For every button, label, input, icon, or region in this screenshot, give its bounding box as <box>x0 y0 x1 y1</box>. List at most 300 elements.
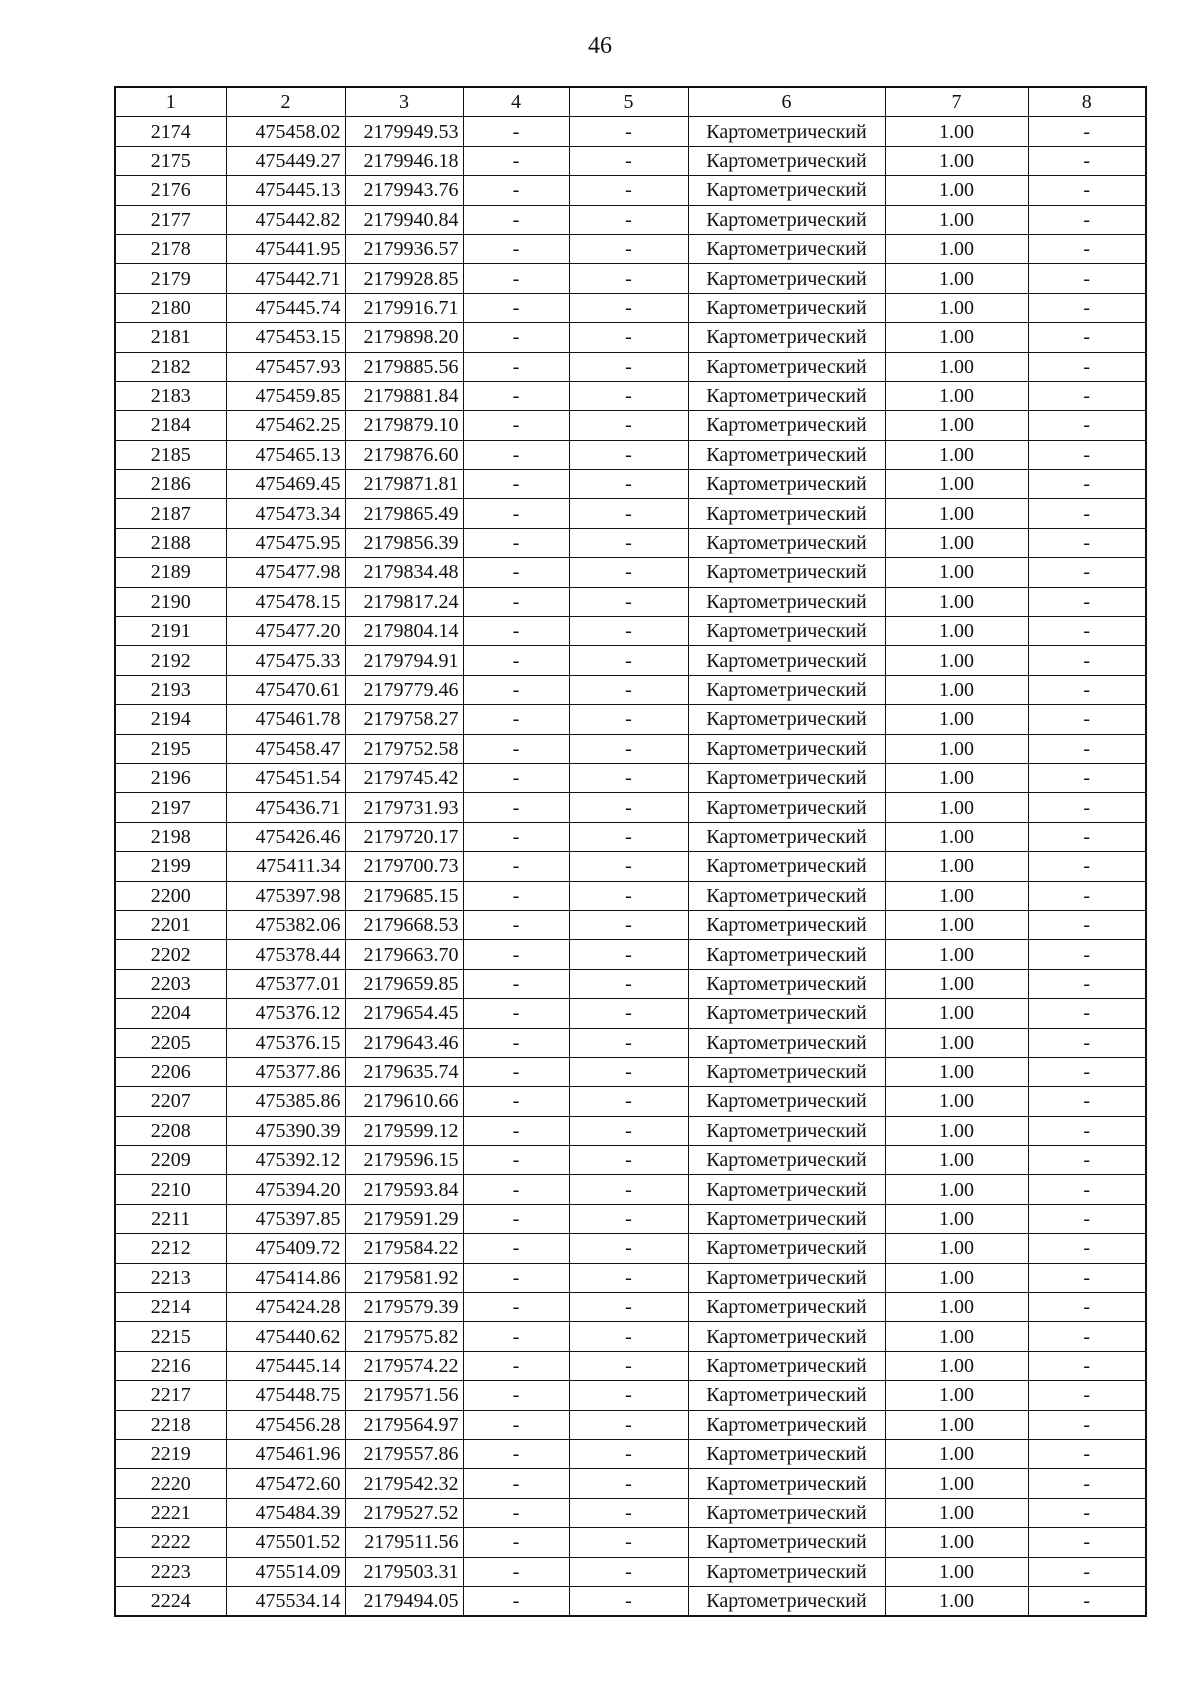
coord-y-cell: 2179946.18 <box>345 146 463 175</box>
point-number-cell: 2190 <box>115 587 226 616</box>
accuracy-cell: 1.00 <box>885 1498 1028 1527</box>
coord-y-cell: 2179720.17 <box>345 822 463 851</box>
coord-x-cell: 475475.95 <box>226 528 345 557</box>
point-number-cell: 2176 <box>115 176 226 205</box>
method-cell: Картометрический <box>688 852 885 881</box>
coord-y-cell: 2179865.49 <box>345 499 463 528</box>
accuracy-cell: 1.00 <box>885 1087 1028 1116</box>
col-5-cell: - <box>569 1351 688 1380</box>
coord-x-cell: 475477.20 <box>226 617 345 646</box>
method-cell: Картометрический <box>688 528 885 557</box>
coord-y-cell: 2179579.39 <box>345 1293 463 1322</box>
col-4-cell: - <box>463 1057 569 1086</box>
coord-y-cell: 2179885.56 <box>345 352 463 381</box>
col-5-cell: - <box>569 470 688 499</box>
accuracy-cell: 1.00 <box>885 705 1028 734</box>
col-4-cell: - <box>463 323 569 352</box>
col-8-cell: - <box>1028 1410 1146 1439</box>
table-row <box>115 999 1146 1028</box>
coord-x-cell: 475376.15 <box>226 1028 345 1057</box>
col-4-cell: - <box>463 940 569 969</box>
col-4-cell: - <box>463 763 569 792</box>
col-8-cell: - <box>1028 176 1146 205</box>
col-4-cell: - <box>463 1351 569 1380</box>
coord-x-cell: 475414.86 <box>226 1263 345 1292</box>
table-row <box>115 499 1146 528</box>
col-8-cell: - <box>1028 352 1146 381</box>
accuracy-cell: 1.00 <box>885 1116 1028 1145</box>
method-cell: Картометрический <box>688 1204 885 1233</box>
coord-y-cell: 2179610.66 <box>345 1087 463 1116</box>
point-number-cell: 2195 <box>115 734 226 763</box>
method-cell: Картометрический <box>688 1439 885 1468</box>
coord-x-cell: 475385.86 <box>226 1087 345 1116</box>
col-4-cell: - <box>463 1498 569 1527</box>
accuracy-cell: 1.00 <box>885 1322 1028 1351</box>
coord-y-cell: 2179542.32 <box>345 1469 463 1498</box>
column-header-5: 5 <box>569 87 688 117</box>
col-8-cell: - <box>1028 1469 1146 1498</box>
table-row <box>115 763 1146 792</box>
col-8-cell: - <box>1028 793 1146 822</box>
col-5-cell: - <box>569 117 688 146</box>
point-number-cell: 2194 <box>115 705 226 734</box>
col-8-cell: - <box>1028 499 1146 528</box>
method-cell: Картометрический <box>688 558 885 587</box>
table-row <box>115 940 1146 969</box>
coord-x-cell: 475377.86 <box>226 1057 345 1086</box>
col-4-cell: - <box>463 881 569 910</box>
method-cell: Картометрический <box>688 1381 885 1410</box>
method-cell: Картометрический <box>688 1469 885 1498</box>
coord-x-cell: 475448.75 <box>226 1381 345 1410</box>
point-number-cell: 2189 <box>115 558 226 587</box>
col-4-cell: - <box>463 293 569 322</box>
accuracy-cell: 1.00 <box>885 381 1028 410</box>
col-4-cell: - <box>463 1263 569 1292</box>
coord-x-cell: 475441.95 <box>226 234 345 263</box>
accuracy-cell: 1.00 <box>885 264 1028 293</box>
col-4-cell: - <box>463 1234 569 1263</box>
coord-y-cell: 2179916.71 <box>345 293 463 322</box>
method-cell: Картометрический <box>688 1528 885 1557</box>
table-row <box>115 264 1146 293</box>
col-5-cell: - <box>569 1204 688 1233</box>
coord-x-cell: 475440.62 <box>226 1322 345 1351</box>
point-number-cell: 2211 <box>115 1204 226 1233</box>
coord-y-cell: 2179834.48 <box>345 558 463 587</box>
coord-y-cell: 2179817.24 <box>345 587 463 616</box>
method-cell: Картометрический <box>688 763 885 792</box>
method-cell: Картометрический <box>688 176 885 205</box>
column-header-2: 2 <box>226 87 345 117</box>
coord-y-cell: 2179663.70 <box>345 940 463 969</box>
method-cell: Картометрический <box>688 352 885 381</box>
method-cell: Картометрический <box>688 822 885 851</box>
point-number-cell: 2193 <box>115 675 226 704</box>
col-4-cell: - <box>463 1293 569 1322</box>
method-cell: Картометрический <box>688 1146 885 1175</box>
accuracy-cell: 1.00 <box>885 1175 1028 1204</box>
col-8-cell: - <box>1028 1234 1146 1263</box>
col-5-cell: - <box>569 1528 688 1557</box>
accuracy-cell: 1.00 <box>885 763 1028 792</box>
coord-y-cell: 2179928.85 <box>345 264 463 293</box>
col-5-cell: - <box>569 411 688 440</box>
point-number-cell: 2186 <box>115 470 226 499</box>
point-number-cell: 2197 <box>115 793 226 822</box>
col-5-cell: - <box>569 1557 688 1586</box>
accuracy-cell: 1.00 <box>885 646 1028 675</box>
method-cell: Картометрический <box>688 381 885 410</box>
point-number-cell: 2218 <box>115 1410 226 1439</box>
method-cell: Картометрический <box>688 1263 885 1292</box>
coord-y-cell: 2179668.53 <box>345 910 463 939</box>
accuracy-cell: 1.00 <box>885 675 1028 704</box>
coord-x-cell: 475382.06 <box>226 910 345 939</box>
col-8-cell: - <box>1028 293 1146 322</box>
col-4-cell: - <box>463 646 569 675</box>
col-4-cell: - <box>463 1028 569 1057</box>
method-cell: Картометрический <box>688 1293 885 1322</box>
method-cell: Картометрический <box>688 1087 885 1116</box>
coord-x-cell: 475451.54 <box>226 763 345 792</box>
point-number-cell: 2182 <box>115 352 226 381</box>
table-row <box>115 470 1146 499</box>
method-cell: Картометрический <box>688 587 885 616</box>
col-5-cell: - <box>569 1469 688 1498</box>
table-row <box>115 323 1146 352</box>
col-8-cell: - <box>1028 822 1146 851</box>
col-5-cell: - <box>569 675 688 704</box>
col-5-cell: - <box>569 381 688 410</box>
coord-y-cell: 2179564.97 <box>345 1410 463 1439</box>
point-number-cell: 2204 <box>115 999 226 1028</box>
coord-x-cell: 475473.34 <box>226 499 345 528</box>
coord-y-cell: 2179876.60 <box>345 440 463 469</box>
column-header-8: 8 <box>1028 87 1146 117</box>
method-cell: Картометрический <box>688 940 885 969</box>
method-cell: Картометрический <box>688 1116 885 1145</box>
col-5-cell: - <box>569 646 688 675</box>
column-header-6: 6 <box>688 87 885 117</box>
method-cell: Картометрический <box>688 323 885 352</box>
col-8-cell: - <box>1028 1528 1146 1557</box>
coord-y-cell: 2179643.46 <box>345 1028 463 1057</box>
col-4-cell: - <box>463 499 569 528</box>
col-8-cell: - <box>1028 969 1146 998</box>
table-row <box>115 205 1146 234</box>
col-4-cell: - <box>463 1116 569 1145</box>
method-cell: Картометрический <box>688 617 885 646</box>
accuracy-cell: 1.00 <box>885 881 1028 910</box>
col-8-cell: - <box>1028 587 1146 616</box>
coord-x-cell: 475470.61 <box>226 675 345 704</box>
accuracy-cell: 1.00 <box>885 558 1028 587</box>
col-5-cell: - <box>569 323 688 352</box>
col-5-cell: - <box>569 910 688 939</box>
coord-y-cell: 2179779.46 <box>345 675 463 704</box>
table-row <box>115 411 1146 440</box>
accuracy-cell: 1.00 <box>885 1146 1028 1175</box>
table-row <box>115 646 1146 675</box>
method-cell: Картометрический <box>688 999 885 1028</box>
col-5-cell: - <box>569 940 688 969</box>
accuracy-cell: 1.00 <box>885 352 1028 381</box>
accuracy-cell: 1.00 <box>885 1439 1028 1468</box>
method-cell: Картометрический <box>688 117 885 146</box>
col-8-cell: - <box>1028 1351 1146 1380</box>
table-row <box>115 1204 1146 1233</box>
coord-x-cell: 475376.12 <box>226 999 345 1028</box>
point-number-cell: 2191 <box>115 617 226 646</box>
col-4-cell: - <box>463 381 569 410</box>
accuracy-cell: 1.00 <box>885 1234 1028 1263</box>
method-cell: Картометрический <box>688 1057 885 1086</box>
table-row <box>115 293 1146 322</box>
col-5-cell: - <box>569 822 688 851</box>
coord-x-cell: 475475.33 <box>226 646 345 675</box>
point-number-cell: 2183 <box>115 381 226 410</box>
coord-y-cell: 2179593.84 <box>345 1175 463 1204</box>
table-row <box>115 1028 1146 1057</box>
point-number-cell: 2210 <box>115 1175 226 1204</box>
accuracy-cell: 1.00 <box>885 234 1028 263</box>
coord-x-cell: 475397.85 <box>226 1204 345 1233</box>
col-4-cell: - <box>463 822 569 851</box>
point-number-cell: 2208 <box>115 1116 226 1145</box>
column-header-3: 3 <box>345 87 463 117</box>
col-5-cell: - <box>569 558 688 587</box>
method-cell: Картометрический <box>688 499 885 528</box>
coord-y-cell: 2179659.85 <box>345 969 463 998</box>
col-5-cell: - <box>569 1263 688 1292</box>
method-cell: Картометрический <box>688 1234 885 1263</box>
col-5-cell: - <box>569 352 688 381</box>
col-4-cell: - <box>463 1586 569 1616</box>
col-5-cell: - <box>569 793 688 822</box>
col-8-cell: - <box>1028 1557 1146 1586</box>
col-4-cell: - <box>463 205 569 234</box>
table-row <box>115 1175 1146 1204</box>
accuracy-cell: 1.00 <box>885 969 1028 998</box>
point-number-cell: 2224 <box>115 1586 226 1616</box>
col-5-cell: - <box>569 1028 688 1057</box>
accuracy-cell: 1.00 <box>885 734 1028 763</box>
coord-x-cell: 475397.98 <box>226 881 345 910</box>
coord-x-cell: 475501.52 <box>226 1528 345 1557</box>
col-4-cell: - <box>463 999 569 1028</box>
method-cell: Картометрический <box>688 264 885 293</box>
col-4-cell: - <box>463 558 569 587</box>
point-number-cell: 2220 <box>115 1469 226 1498</box>
coord-x-cell: 475411.34 <box>226 852 345 881</box>
col-8-cell: - <box>1028 705 1146 734</box>
col-8-cell: - <box>1028 734 1146 763</box>
accuracy-cell: 1.00 <box>885 1263 1028 1292</box>
point-number-cell: 2180 <box>115 293 226 322</box>
table-row <box>115 1146 1146 1175</box>
accuracy-cell: 1.00 <box>885 822 1028 851</box>
col-8-cell: - <box>1028 1322 1146 1351</box>
col-5-cell: - <box>569 705 688 734</box>
table-row <box>115 381 1146 410</box>
accuracy-cell: 1.00 <box>885 852 1028 881</box>
col-5-cell: - <box>569 617 688 646</box>
accuracy-cell: 1.00 <box>885 499 1028 528</box>
table-row <box>115 1116 1146 1145</box>
col-8-cell: - <box>1028 1586 1146 1616</box>
point-number-cell: 2212 <box>115 1234 226 1263</box>
accuracy-cell: 1.00 <box>885 1204 1028 1233</box>
col-5-cell: - <box>569 234 688 263</box>
coord-x-cell: 475534.14 <box>226 1586 345 1616</box>
col-8-cell: - <box>1028 1087 1146 1116</box>
table-row <box>115 822 1146 851</box>
col-8-cell: - <box>1028 617 1146 646</box>
col-8-cell: - <box>1028 1498 1146 1527</box>
point-number-cell: 2221 <box>115 1498 226 1527</box>
coord-x-cell: 475445.13 <box>226 176 345 205</box>
col-4-cell: - <box>463 852 569 881</box>
col-8-cell: - <box>1028 323 1146 352</box>
coord-y-cell: 2179635.74 <box>345 1057 463 1086</box>
col-4-cell: - <box>463 117 569 146</box>
coord-y-cell: 2179758.27 <box>345 705 463 734</box>
accuracy-cell: 1.00 <box>885 1381 1028 1410</box>
col-5-cell: - <box>569 176 688 205</box>
col-4-cell: - <box>463 675 569 704</box>
col-5-cell: - <box>569 999 688 1028</box>
coord-x-cell: 475442.82 <box>226 205 345 234</box>
coord-x-cell: 475472.60 <box>226 1469 345 1498</box>
method-cell: Картометрический <box>688 1351 885 1380</box>
accuracy-cell: 1.00 <box>885 205 1028 234</box>
coord-x-cell: 475377.01 <box>226 969 345 998</box>
col-4-cell: - <box>463 1146 569 1175</box>
coord-x-cell: 475465.13 <box>226 440 345 469</box>
point-number-cell: 2216 <box>115 1351 226 1380</box>
col-8-cell: - <box>1028 440 1146 469</box>
table-row <box>115 1087 1146 1116</box>
coord-x-cell: 475453.15 <box>226 323 345 352</box>
coord-x-cell: 475456.28 <box>226 1410 345 1439</box>
col-4-cell: - <box>463 146 569 175</box>
table-row <box>115 1293 1146 1322</box>
col-8-cell: - <box>1028 910 1146 939</box>
table-row <box>115 1498 1146 1527</box>
coord-y-cell: 2179940.84 <box>345 205 463 234</box>
point-number-cell: 2219 <box>115 1439 226 1468</box>
table-row <box>115 440 1146 469</box>
accuracy-cell: 1.00 <box>885 617 1028 646</box>
col-5-cell: - <box>569 881 688 910</box>
col-4-cell: - <box>463 1469 569 1498</box>
point-number-cell: 2174 <box>115 117 226 146</box>
method-cell: Картометрический <box>688 793 885 822</box>
col-5-cell: - <box>569 1293 688 1322</box>
method-cell: Картометрический <box>688 675 885 704</box>
table-row <box>115 528 1146 557</box>
point-number-cell: 2205 <box>115 1028 226 1057</box>
method-cell: Картометрический <box>688 646 885 675</box>
table-row <box>115 1057 1146 1086</box>
col-8-cell: - <box>1028 528 1146 557</box>
point-number-cell: 2223 <box>115 1557 226 1586</box>
column-header-1: 1 <box>115 87 226 117</box>
method-cell: Картометрический <box>688 470 885 499</box>
method-cell: Картометрический <box>688 234 885 263</box>
coord-x-cell: 475449.27 <box>226 146 345 175</box>
table-row <box>115 146 1146 175</box>
table-row <box>115 675 1146 704</box>
point-number-cell: 2206 <box>115 1057 226 1086</box>
coord-y-cell: 2179574.22 <box>345 1351 463 1380</box>
col-8-cell: - <box>1028 146 1146 175</box>
coord-x-cell: 475457.93 <box>226 352 345 381</box>
point-number-cell: 2187 <box>115 499 226 528</box>
coord-y-cell: 2179731.93 <box>345 793 463 822</box>
col-5-cell: - <box>569 763 688 792</box>
point-number-cell: 2177 <box>115 205 226 234</box>
col-8-cell: - <box>1028 852 1146 881</box>
col-5-cell: - <box>569 1234 688 1263</box>
col-5-cell: - <box>569 205 688 234</box>
point-number-cell: 2217 <box>115 1381 226 1410</box>
method-cell: Картометрический <box>688 1322 885 1351</box>
point-number-cell: 2175 <box>115 146 226 175</box>
col-8-cell: - <box>1028 1293 1146 1322</box>
col-5-cell: - <box>569 264 688 293</box>
coord-y-cell: 2179879.10 <box>345 411 463 440</box>
point-number-cell: 2179 <box>115 264 226 293</box>
point-number-cell: 2215 <box>115 1322 226 1351</box>
col-4-cell: - <box>463 264 569 293</box>
accuracy-cell: 1.00 <box>885 1057 1028 1086</box>
accuracy-cell: 1.00 <box>885 1028 1028 1057</box>
method-cell: Картометрический <box>688 411 885 440</box>
col-5-cell: - <box>569 1057 688 1086</box>
table-row <box>115 734 1146 763</box>
accuracy-cell: 1.00 <box>885 440 1028 469</box>
table-row <box>115 1263 1146 1292</box>
accuracy-cell: 1.00 <box>885 1293 1028 1322</box>
coord-x-cell: 475394.20 <box>226 1175 345 1204</box>
col-4-cell: - <box>463 617 569 646</box>
coord-x-cell: 475442.71 <box>226 264 345 293</box>
coord-y-cell: 2179700.73 <box>345 852 463 881</box>
accuracy-cell: 1.00 <box>885 146 1028 175</box>
coord-x-cell: 475424.28 <box>226 1293 345 1322</box>
coord-y-cell: 2179898.20 <box>345 323 463 352</box>
accuracy-cell: 1.00 <box>885 1351 1028 1380</box>
point-number-cell: 2196 <box>115 763 226 792</box>
col-5-cell: - <box>569 852 688 881</box>
point-number-cell: 2202 <box>115 940 226 969</box>
accuracy-cell: 1.00 <box>885 910 1028 939</box>
accuracy-cell: 1.00 <box>885 1557 1028 1586</box>
col-4-cell: - <box>463 411 569 440</box>
col-5-cell: - <box>569 1175 688 1204</box>
coord-y-cell: 2179527.52 <box>345 1498 463 1527</box>
col-5-cell: - <box>569 1410 688 1439</box>
col-8-cell: - <box>1028 205 1146 234</box>
col-5-cell: - <box>569 1498 688 1527</box>
coord-x-cell: 475436.71 <box>226 793 345 822</box>
col-8-cell: - <box>1028 999 1146 1028</box>
col-5-cell: - <box>569 1439 688 1468</box>
accuracy-cell: 1.00 <box>885 323 1028 352</box>
